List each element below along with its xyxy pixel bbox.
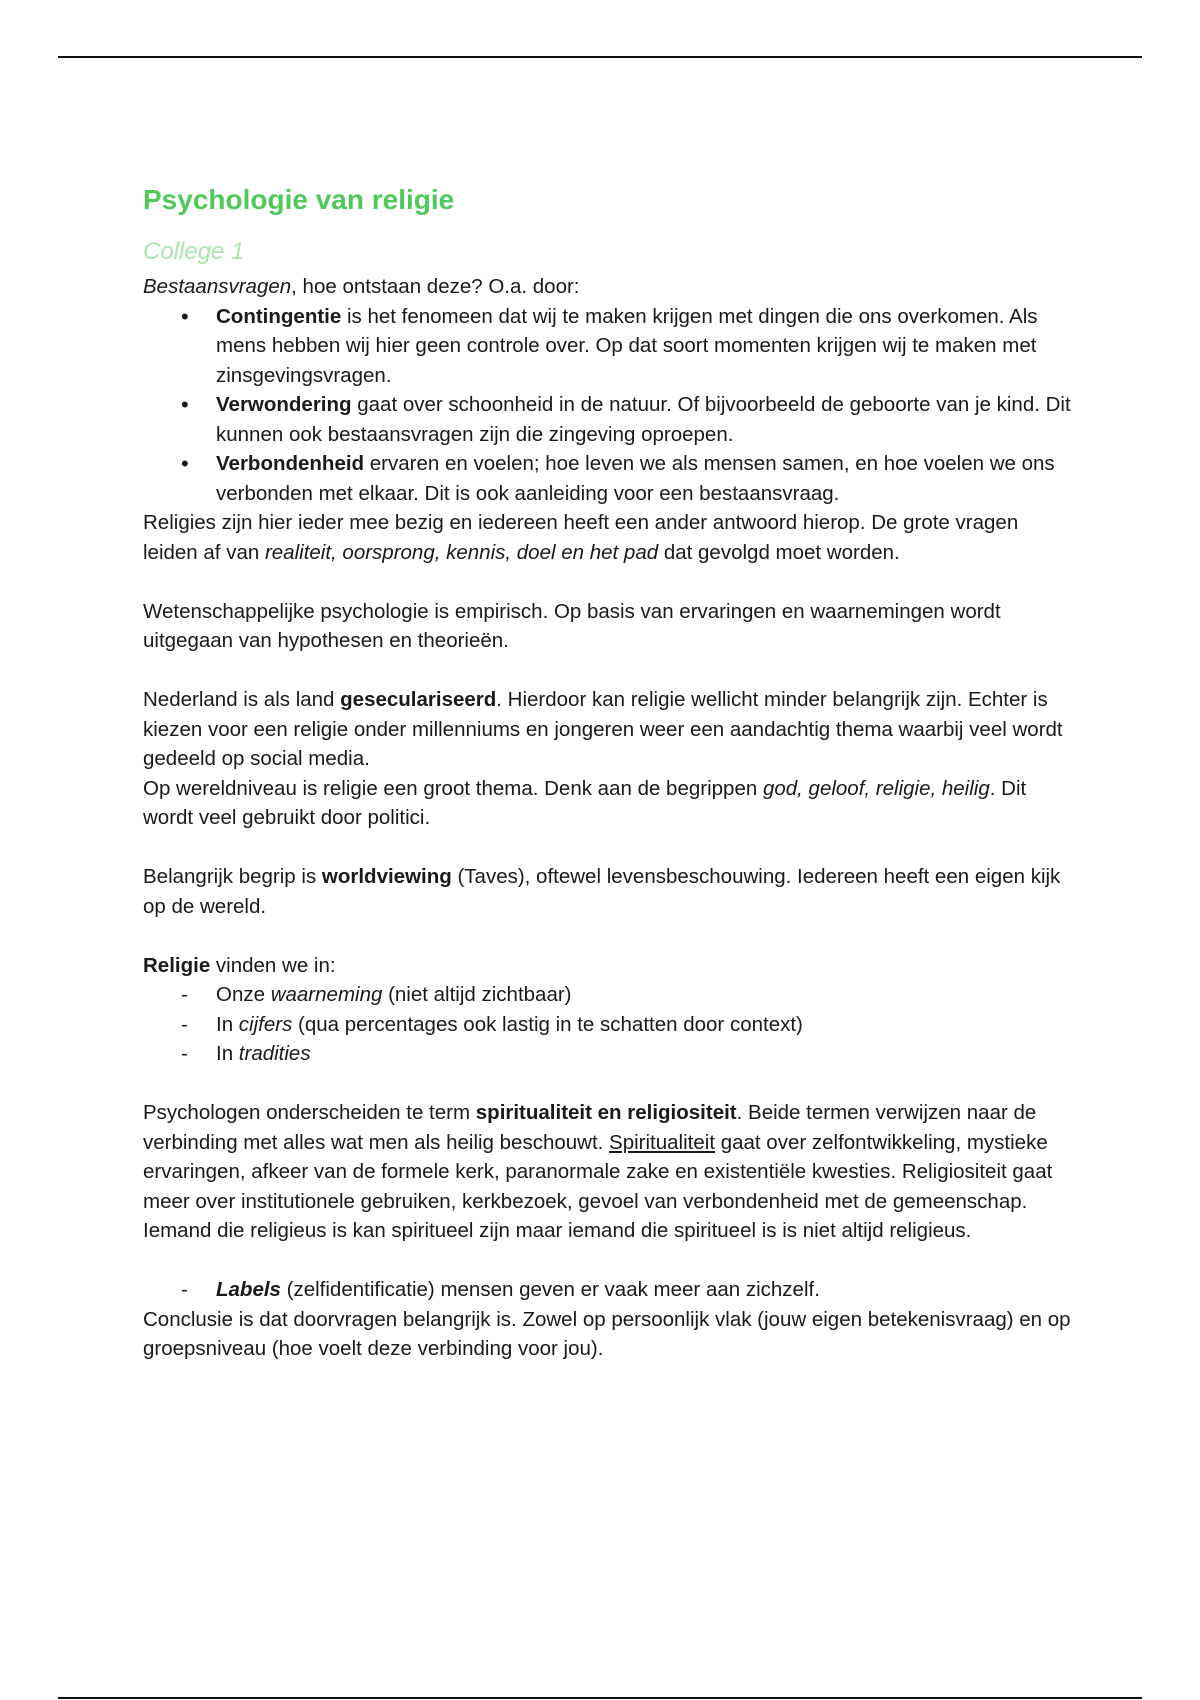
religion-list [143,980,1073,1069]
paragraph: Nederland is als land geseculariseerd. Hierdoor kan religie wellicht minder belangrijk zijn. Echter is kiezen voor een religie onder millenniums en jongeren weer een aandachtig thema waarbij veel wordt gedeeld op social media. [143,688,1063,770]
header-rule [58,56,1142,58]
spacer [143,1069,1073,1099]
spacer [143,1246,1073,1276]
paragraph: Belangrijk begrip is worldviewing (Taves), oftewel levensbeschouwing. Iedereen heeft een eigen kijk op de wereld. [143,865,1061,918]
causes-list [143,302,1073,509]
spacer [143,656,1073,686]
list-item: • Contingentie is het fenomeen dat wij te maken krijgen met dingen die ons overkomen. Als mens hebben wij hier geen controle over. Op dat soort momenten krijgen wij te maken met zinsgevingsvragen. [143,302,1073,391]
paragraph: Religies zijn hier ieder mee bezig en iedereen heeft een ander antwoord hierop. De grote vragen leiden af van realiteit, oorsprong, kennis, doel en het pad dat gevolgd moet worden. [143,511,1019,564]
spacer [143,567,1073,597]
list-item: - In cijfers (qua percentages ook lastig in te schatten door context) [143,1010,1073,1040]
list-item: - Onze waarneming (niet altijd zichtbaar) [143,980,1073,1010]
page-title: Psychologie van religie [143,184,455,215]
footer-rule [58,1697,1142,1699]
paragraph: Conclusie is dat doorvragen belangrijk is. Zowel op persoonlijk vlak (jouw eigen betekenisvraag) en op groepsniveau (hoe voelt deze verbinding voor jou). [143,1307,1071,1360]
section-subtitle: College 1 [143,238,245,265]
intro-paragraph: Bestaansvragen, hoe ontstaan deze? O.a. door: [143,275,580,298]
labels-list [143,1275,1073,1305]
list-item: • Verwondering gaat over schoonheid in de natuur. Of bijvoorbeeld de geboorte van je kind. Dit kunnen ook bestaansvragen zijn die zingeving oproepen. [143,390,1073,449]
paragraph: Psychologen onderscheiden te term spiritualiteit en religiositeit. Beide termen verwijzen naar de verbinding met alles wat men als heilig beschouwt. Spiritualiteit gaat over zelfontwikkeling, mystieke ervaringen, afkeer van de formele kerk, paranormale zake en existentiële kwesties. Religiositeit gaat meer over institutionele gebruiken, kerkbezoek, gevoel van verbondenheid met de gemeenschap. [143,1101,1053,1213]
paragraph: Religie vinden we in: [143,953,336,977]
document-body [143,180,1073,1364]
paragraph: Iemand die religieus is kan spiritueel zijn maar iemand die spiritueel is is niet altijd religieus. [143,1219,972,1242]
paragraph: Op wereldniveau is religie een groot thema. Denk aan de begrippen god, geloof, religie, heilig. Dit wordt veel gebruikt door politici. [143,776,1027,829]
list-item: - In tradities [143,1039,1073,1069]
list-item: - Labels (zelfidentificatie) mensen geven er vaak meer aan zichzelf. [143,1275,1073,1305]
paragraph: Wetenschappelijke psychologie is empirisch. Op basis van ervaringen en waarnemingen wordt uitgegaan van hypothesen en theorieën. [143,599,1001,652]
spacer [143,833,1073,863]
spacer [143,921,1073,951]
list-item: • Verbondenheid ervaren en voelen; hoe leven we als mensen samen, en hoe voelen we ons verbonden met elkaar. Dit is ook aanleiding voor een bestaansvraag. [143,449,1073,508]
